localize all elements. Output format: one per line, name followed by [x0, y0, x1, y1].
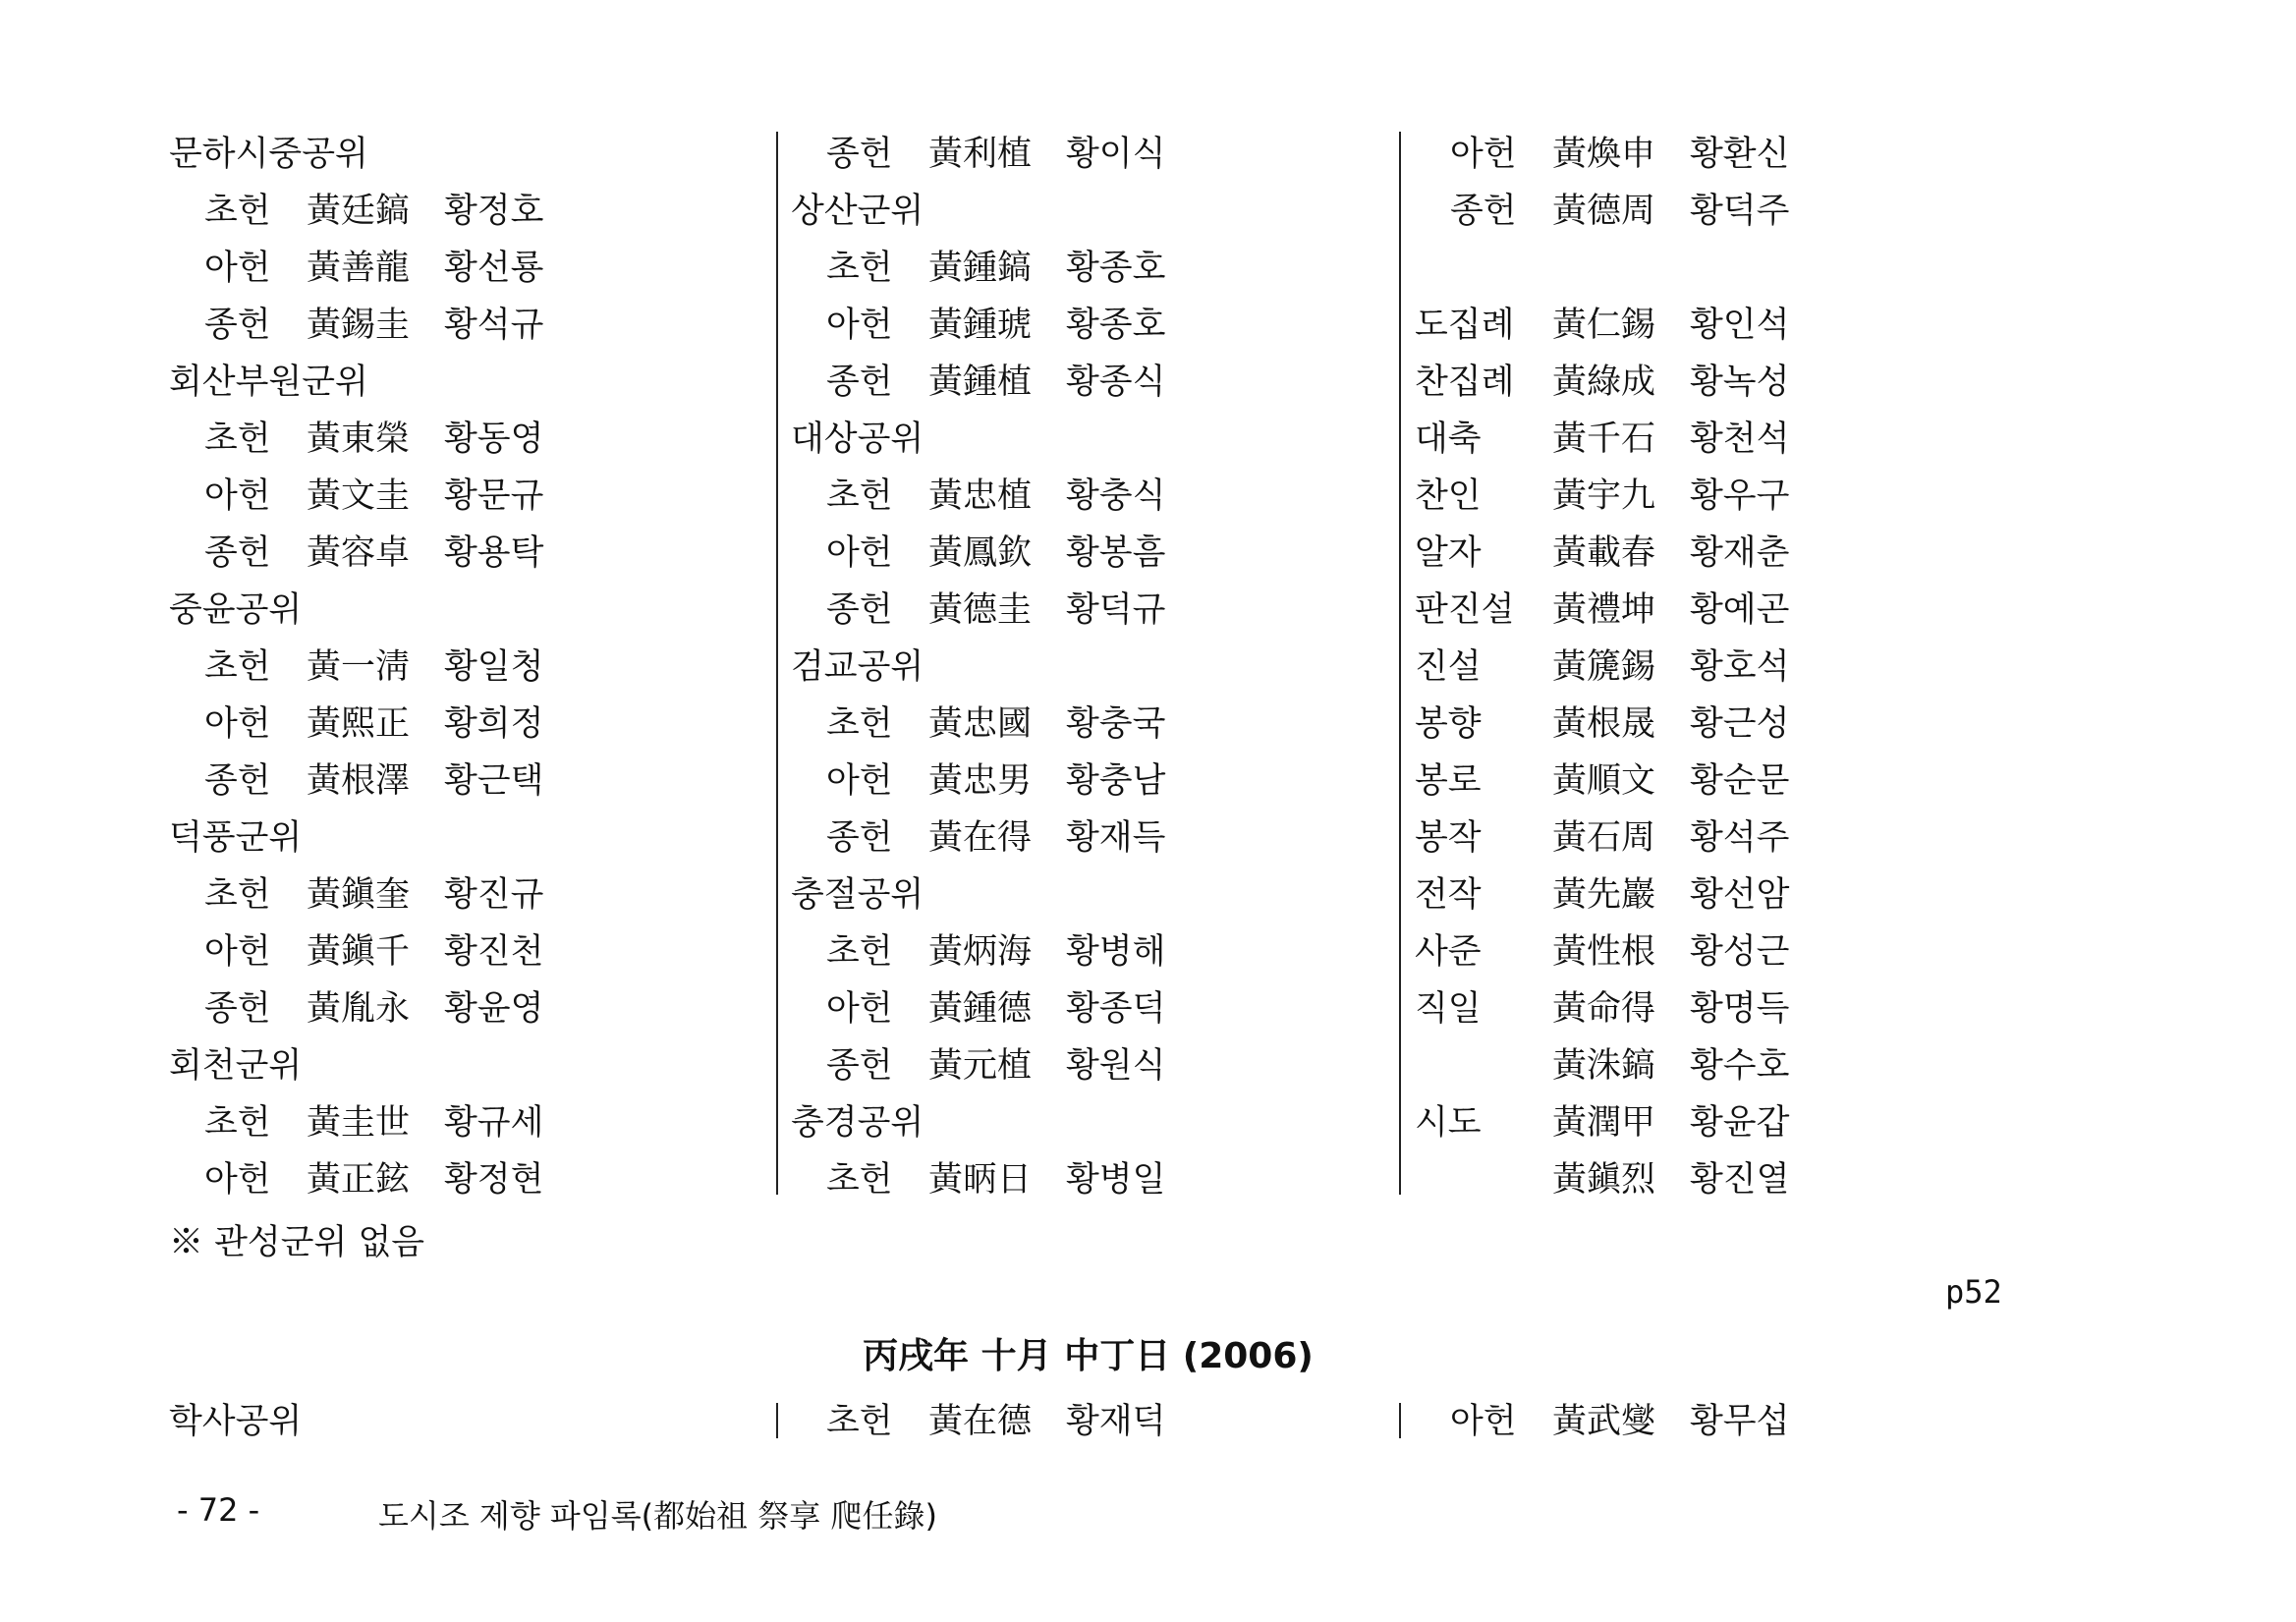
officiant-row — [169, 411, 778, 468]
roster-column-2 — [791, 126, 1400, 1208]
section-heading: 문하시중공위 — [169, 135, 368, 174]
name-hangul: 황석주 — [1690, 818, 1790, 858]
officiant-row — [791, 753, 1400, 810]
role-label: 초헌 — [204, 1103, 271, 1143]
section-heading-row — [169, 810, 778, 867]
name-hangul: 황재득 — [1066, 818, 1166, 858]
role-label: 아헌 — [1450, 1402, 1517, 1441]
section-heading-row — [791, 639, 1400, 696]
name-hanja: 黃文圭 — [307, 476, 411, 516]
name-hangul: 황윤갑 — [1690, 1103, 1790, 1143]
name-hanja: 黃根澤 — [307, 761, 411, 801]
name-hanja: 黃德周 — [1552, 192, 1656, 231]
note: ※ 관성군위 없음 — [169, 1223, 425, 1262]
officiant-row — [1415, 183, 2024, 240]
role-label: 봉로 — [1415, 761, 1482, 801]
officiant-row — [169, 696, 778, 753]
role-label: 초헌 — [826, 476, 893, 516]
officiant-row — [169, 639, 778, 696]
name-hanja: 黃鎭烈 — [1552, 1160, 1656, 1200]
roster-column-3 — [1415, 126, 2024, 1208]
role-label: 아헌 — [826, 989, 893, 1029]
name-hangul: 황성근 — [1690, 932, 1790, 972]
name-hangul: 황석규 — [444, 306, 544, 345]
name-hanja: 黃潤甲 — [1552, 1103, 1656, 1143]
name-hanja: 黃胤永 — [307, 989, 411, 1029]
name-hanja: 黃鳳欽 — [928, 533, 1033, 573]
officiant-row — [169, 1151, 778, 1208]
officiant-row — [1415, 468, 2024, 525]
name-hangul: 황진열 — [1690, 1160, 1790, 1200]
name-hangul: 황종호 — [1066, 249, 1166, 288]
name-hangul: 황순문 — [1690, 761, 1790, 801]
section-heading: 대상공위 — [791, 419, 924, 459]
name-hanja: 黃篪錫 — [1552, 647, 1656, 687]
officiant-row — [1415, 1094, 2024, 1151]
name-hangul: 황병일 — [1066, 1160, 1166, 1200]
role-label: 종헌 — [826, 363, 893, 402]
officiant-row — [1415, 753, 2024, 810]
name-hangul: 황재춘 — [1690, 533, 1790, 573]
section-heading: 충경공위 — [791, 1103, 924, 1143]
name-hangul: 황우구 — [1690, 476, 1790, 516]
name-hanja: 黃廷鎬 — [307, 192, 411, 231]
role-label: 아헌 — [204, 476, 271, 516]
role-label: 초헌 — [826, 932, 893, 972]
role-label: 초헌 — [204, 647, 271, 687]
name-hangul: 황덕주 — [1690, 192, 1790, 231]
role-label: 아헌 — [826, 306, 893, 345]
officiant-row — [169, 183, 778, 240]
blank-row — [1415, 240, 2024, 297]
role-label: 초헌 — [204, 875, 271, 915]
role-label: 대축 — [1415, 419, 1482, 459]
name-hanja: 黃一淸 — [307, 647, 411, 687]
role-label: 종헌 — [826, 818, 893, 858]
role-label: 종헌 — [204, 533, 271, 573]
role-label: 알자 — [1415, 533, 1482, 573]
section-heading: 검교공위 — [791, 647, 924, 687]
role-label: 초헌 — [826, 1402, 893, 1441]
section-heading: 중윤공위 — [169, 590, 303, 630]
role-label: 아헌 — [826, 761, 893, 801]
officiant-row — [1415, 525, 2024, 582]
name-hangul: 황규세 — [444, 1103, 544, 1143]
name-hanja: 黃根晟 — [1552, 704, 1656, 744]
officiant-row — [1415, 639, 2024, 696]
name-hangul: 황종식 — [1066, 363, 1166, 402]
role-label: 사준 — [1415, 932, 1482, 972]
name-hanja: 黃在得 — [928, 818, 1033, 858]
role-label: 도집례 — [1415, 306, 1515, 345]
name-hangul: 황용탁 — [444, 533, 544, 573]
officiant-row — [791, 354, 1400, 411]
role-label: 봉작 — [1415, 818, 1482, 858]
page-code: p52 — [1945, 1273, 2002, 1311]
name-hanja: 黃千石 — [1552, 419, 1656, 459]
name-hanja: 黃利植 — [928, 135, 1033, 174]
name-hanja: 黃昞日 — [928, 1160, 1033, 1200]
name-hangul: 황무섭 — [1690, 1402, 1790, 1441]
name-hanja: 黃性根 — [1552, 932, 1656, 972]
name-hangul: 황진천 — [444, 932, 544, 972]
name-hanja: 黃宇九 — [1552, 476, 1656, 516]
name-hangul: 황문규 — [444, 476, 544, 516]
officiant-row — [1415, 696, 2024, 753]
name-hangul: 황종호 — [1066, 306, 1166, 345]
officiant-row — [169, 753, 778, 810]
name-hanja: 黃順文 — [1552, 761, 1656, 801]
officiant-row — [791, 980, 1400, 1037]
role-label: 아헌 — [204, 932, 271, 972]
role-label: 시도 — [1415, 1103, 1482, 1143]
name-hanja: 黃先巖 — [1552, 875, 1656, 915]
section-heading-row — [791, 411, 1400, 468]
name-hangul: 황선암 — [1690, 875, 1790, 915]
page-number: - 72 - — [177, 1491, 260, 1529]
name-hangul: 황원식 — [1066, 1046, 1166, 1086]
name-hanja: 黃元植 — [928, 1046, 1033, 1086]
bottom-row-col-2 — [791, 1393, 1400, 1450]
role-label: 전작 — [1415, 875, 1482, 915]
officiant-row — [1415, 923, 2024, 980]
role-label: 봉향 — [1415, 704, 1482, 744]
officiant-row — [791, 126, 1400, 183]
role-label: 초헌 — [826, 249, 893, 288]
role-label: 종헌 — [826, 1046, 893, 1086]
section-title: 丙戌年 十月 中丁日 (2006) — [863, 1336, 1314, 1376]
officiant-row — [791, 240, 1400, 297]
role-label: 찬인 — [1415, 476, 1482, 516]
officiant-row — [169, 297, 778, 354]
officiant-row — [791, 582, 1400, 639]
section-heading-row — [791, 183, 1400, 240]
name-hangul: 황예곤 — [1690, 590, 1790, 630]
bottom-row-col-3 — [1415, 1393, 2024, 1450]
name-hangul: 황윤영 — [444, 989, 544, 1029]
name-hangul: 황병해 — [1066, 932, 1166, 972]
role-label: 아헌 — [1450, 135, 1517, 174]
officiant-row — [169, 1094, 778, 1151]
name-hangul: 황봉흠 — [1066, 533, 1166, 573]
officiant-row — [1415, 867, 2024, 923]
name-hanja: 黃圭世 — [307, 1103, 411, 1143]
role-label: 종헌 — [1450, 192, 1517, 231]
name-hangul: 황진규 — [444, 875, 544, 915]
officiant-row — [791, 468, 1400, 525]
role-label: 초헌 — [204, 192, 271, 231]
officiant-row — [1415, 980, 2024, 1037]
name-hanja: 黃煥申 — [1552, 135, 1656, 174]
name-hanja: 黃石周 — [1552, 818, 1656, 858]
officiant-row — [791, 923, 1400, 980]
name-hangul: 황이식 — [1066, 135, 1166, 174]
name-hanja: 黃熙正 — [307, 704, 411, 744]
roster-column-1 — [169, 126, 778, 1208]
name-hanja: 黃武燮 — [1552, 1402, 1656, 1441]
officiant-row — [1415, 126, 2024, 183]
role-label: 직일 — [1415, 989, 1482, 1029]
name-hangul: 황환신 — [1690, 135, 1790, 174]
name-hangul: 황근성 — [1690, 704, 1790, 744]
name-hanja: 黃命得 — [1552, 989, 1656, 1029]
name-hangul: 황일청 — [444, 647, 544, 687]
name-hanja: 黃忠男 — [928, 761, 1033, 801]
name-hangul: 황재덕 — [1066, 1402, 1166, 1441]
section-heading-row — [169, 354, 778, 411]
officiant-row — [1415, 354, 2024, 411]
role-label: 초헌 — [204, 419, 271, 459]
name-hangul: 황충국 — [1066, 704, 1166, 744]
name-hangul: 황인석 — [1690, 306, 1790, 345]
name-hangul: 황종덕 — [1066, 989, 1166, 1029]
role-label: 종헌 — [204, 989, 271, 1029]
section-heading: 회산부원군위 — [169, 363, 368, 402]
name-hanja: 黃綠成 — [1552, 363, 1656, 402]
name-hanja: 黃忠植 — [928, 476, 1033, 516]
role-label: 종헌 — [204, 761, 271, 801]
name-hanja: 黃鍾植 — [928, 363, 1033, 402]
officiant-row — [791, 1151, 1400, 1208]
section-heading-row — [169, 582, 778, 639]
officiant-row — [791, 696, 1400, 753]
section-heading-row — [791, 1094, 1400, 1151]
officiant-row — [791, 525, 1400, 582]
officiant-row — [169, 867, 778, 923]
role-label: 아헌 — [204, 249, 271, 288]
name-hanja: 黃德圭 — [928, 590, 1033, 630]
officiant-row — [1415, 297, 2024, 354]
officiant-row — [1415, 810, 2024, 867]
role-label: 초헌 — [826, 1160, 893, 1200]
name-hangul: 황호석 — [1690, 647, 1790, 687]
name-hangul: 황명득 — [1690, 989, 1790, 1029]
name-hangul: 황근택 — [444, 761, 544, 801]
officiant-row — [169, 980, 778, 1037]
officiant-row — [1415, 1151, 2024, 1208]
section-heading-row — [169, 126, 778, 183]
role-label: 아헌 — [204, 704, 271, 744]
section-heading: 학사공위 — [169, 1402, 303, 1441]
name-hangul: 황선룡 — [444, 249, 544, 288]
section-heading: 덕풍군위 — [169, 818, 303, 858]
name-hangul: 황정현 — [444, 1160, 544, 1200]
name-hanja: 黃鍾琥 — [928, 306, 1033, 345]
name-hangul: 황동영 — [444, 419, 544, 459]
name-hanja: 黃善龍 — [307, 249, 411, 288]
name-hanja: 黃正鉉 — [307, 1160, 411, 1200]
section-heading: 회천군위 — [169, 1046, 303, 1086]
role-label: 종헌 — [826, 135, 893, 174]
officiant-row — [1415, 1037, 2024, 1094]
section-heading-row — [169, 1037, 778, 1094]
name-hanja: 黃載春 — [1552, 533, 1656, 573]
name-hanja: 黃鍾德 — [928, 989, 1033, 1029]
name-hanja: 黃鎭千 — [307, 932, 411, 972]
name-hangul: 황충식 — [1066, 476, 1166, 516]
name-hangul: 황녹성 — [1690, 363, 1790, 402]
role-label: 종헌 — [204, 306, 271, 345]
name-hangul: 황충남 — [1066, 761, 1166, 801]
role-label: 아헌 — [204, 1160, 271, 1200]
role-label: 아헌 — [826, 533, 893, 573]
role-label: 종헌 — [826, 590, 893, 630]
officiant-row — [169, 240, 778, 297]
officiant-row — [791, 810, 1400, 867]
officiant-row — [1415, 582, 2024, 639]
book-title: 도시조 제향 파임록(都始祖 祭享 爬任錄) — [378, 1497, 937, 1535]
role-label: 찬집례 — [1415, 363, 1515, 402]
role-label: 초헌 — [826, 704, 893, 744]
bottom-row-col-1 — [169, 1393, 778, 1450]
name-hangul: 황희정 — [444, 704, 544, 744]
name-hangul: 황정호 — [444, 192, 544, 231]
name-hangul: 황천석 — [1690, 419, 1790, 459]
officiant-row — [169, 468, 778, 525]
name-hangul: 황수호 — [1690, 1046, 1790, 1086]
name-hanja: 黃忠國 — [928, 704, 1033, 744]
name-hanja: 黃禮坤 — [1552, 590, 1656, 630]
name-hanja: 黃容卓 — [307, 533, 411, 573]
role-label: 판진설 — [1415, 590, 1515, 630]
name-hanja: 黃炳海 — [928, 932, 1033, 972]
role-label: 진설 — [1415, 647, 1482, 687]
name-hanja: 黃洙鎬 — [1552, 1046, 1656, 1086]
section-heading: 충절공위 — [791, 875, 924, 915]
name-hanja: 黃在德 — [928, 1402, 1033, 1441]
officiant-row — [169, 525, 778, 582]
officiant-row — [169, 923, 778, 980]
officiant-row — [791, 1037, 1400, 1094]
name-hanja: 黃東榮 — [307, 419, 411, 459]
name-hanja: 黃鎭奎 — [307, 875, 411, 915]
name-hanja: 黃鍾鎬 — [928, 249, 1033, 288]
officiant-row — [1415, 411, 2024, 468]
section-heading: 상산군위 — [791, 192, 924, 231]
officiant-row — [791, 297, 1400, 354]
name-hanja: 黃仁錫 — [1552, 306, 1656, 345]
name-hanja: 黃錫圭 — [307, 306, 411, 345]
name-hangul: 황덕규 — [1066, 590, 1166, 630]
section-heading-row — [791, 867, 1400, 923]
